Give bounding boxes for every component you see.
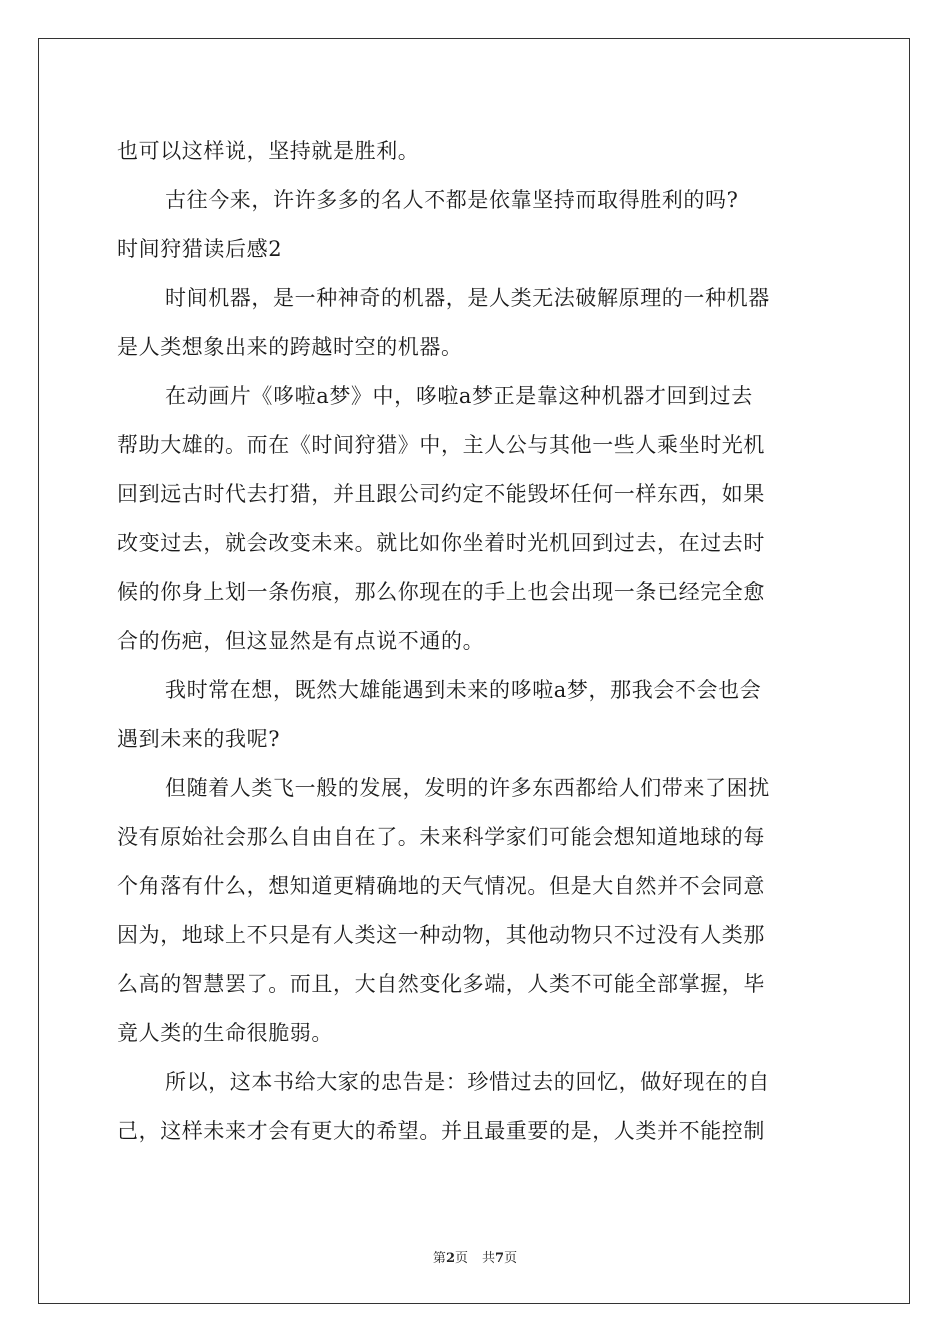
footer-total-prefix: 共 [482, 1251, 496, 1266]
footer-total-pages: 7 [495, 1251, 505, 1266]
text-line: 帮助大雄的。而在《时间狩猎》中，主人公与其他一些人乘坐时光机 [117, 433, 765, 457]
text-line: 也可以这样说，坚持就是胜利。 [117, 139, 420, 163]
text-line: 古往今来，许许多多的名人不都是依靠坚持而取得胜利的吗? [165, 188, 739, 212]
text-line: 时间机器，是一种神奇的机器，是人类无法破解原理的一种机器 [165, 286, 770, 310]
document-body [117, 127, 837, 1156]
text-line: 遇到未来的我呢? [117, 727, 281, 751]
text-line: 己，这样未来才会有更大的希望。并且最重要的是，人类并不能控制 [117, 1119, 765, 1143]
footer-prefix: 第 [432, 1251, 446, 1266]
text-line: 是人类想象出来的跨越时空的机器。 [117, 335, 463, 359]
text-line: 个角落有什么，想知道更精确地的天气情况。但是大自然并不会同意 [117, 874, 765, 898]
text-line: 但随着人类飞一般的发展，发明的许多东西都给人们带来了困扰 [165, 776, 770, 800]
section-heading: 时间狩猎读后感2 [117, 237, 283, 261]
text-line: 没有原始社会那么自由自在了。未来科学家们可能会想知道地球的每 [117, 825, 765, 849]
text-line: 竟人类的生命很脆弱。 [117, 1021, 333, 1045]
footer-total-suffix: 页 [504, 1251, 518, 1266]
footer-page-number: 2 [445, 1251, 455, 1266]
text-line: 合的伤疤，但这显然是有点说不通的。 [117, 629, 485, 653]
footer-page-suffix: 页 [454, 1251, 468, 1266]
text-line: 候的你身上划一条伤痕，那么你现在的手上也会出现一条已经完全愈 [117, 580, 765, 604]
text-line: 改变过去，就会改变未来。就比如你坐着时光机回到过去，在过去时 [117, 531, 765, 555]
page-footer [0, 1247, 950, 1266]
text-line: 我时常在想，既然大雄能遇到未来的哆啦a梦，那我会不会也会 [165, 678, 762, 702]
text-line: 因为，地球上不只是有人类这一种动物，其他动物只不过没有人类那 [117, 923, 765, 947]
text-line: 所以，这本书给大家的忠告是：珍惜过去的回忆，做好现在的自 [165, 1070, 770, 1094]
text-line: 么高的智慧罢了。而且，大自然变化多端，人类不可能全部掌握，毕 [117, 972, 765, 996]
text-line: 回到远古时代去打猎，并且跟公司约定不能毁坏任何一样东西，如果 [117, 482, 765, 506]
text-line: 在动画片《哆啦a梦》中，哆啦a梦正是靠这种机器才回到过去 [165, 384, 753, 408]
